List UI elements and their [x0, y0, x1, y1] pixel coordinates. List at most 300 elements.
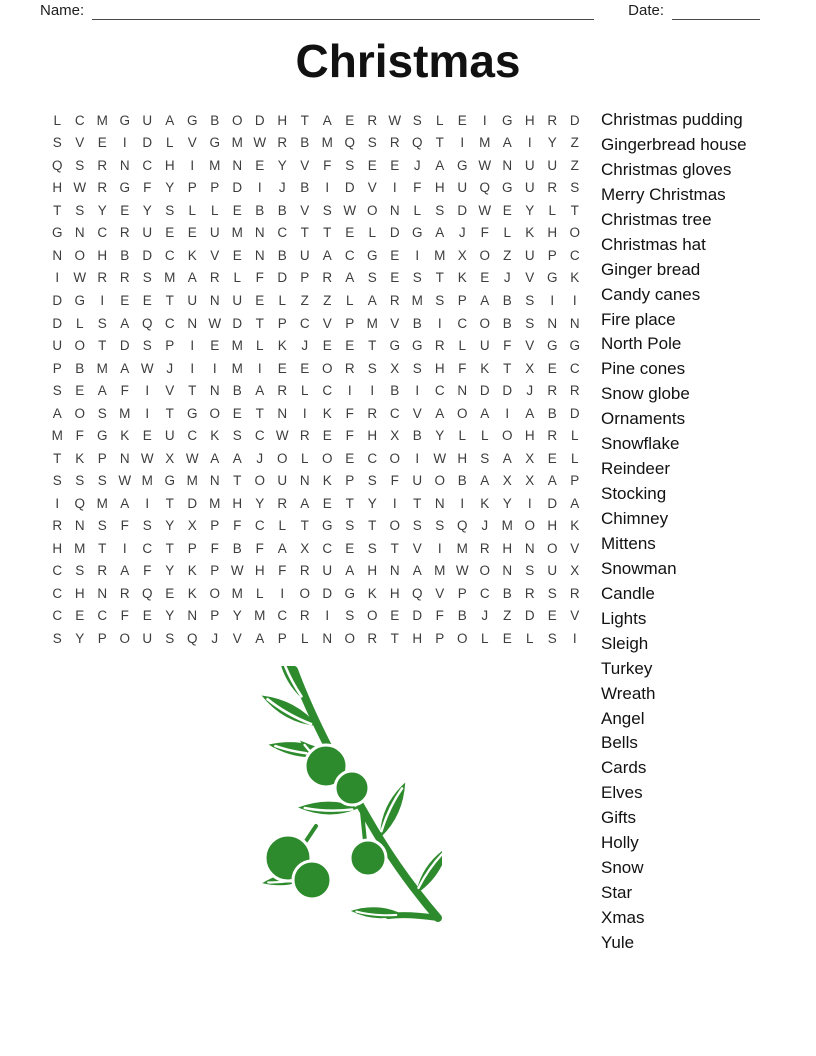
grid-letter[interactable]: D: [52, 315, 63, 331]
grid-letter[interactable]: Z: [323, 293, 332, 309]
grid-letter[interactable]: W: [140, 360, 154, 376]
grid-letter[interactable]: Y: [435, 428, 445, 444]
grid-letter[interactable]: J: [481, 608, 489, 624]
grid-letter[interactable]: O: [434, 473, 445, 489]
grid-letter[interactable]: E: [120, 202, 130, 218]
grid-letter[interactable]: H: [502, 540, 513, 556]
grid-letter[interactable]: C: [277, 608, 288, 624]
grid-letter[interactable]: B: [457, 608, 467, 624]
grid-letter[interactable]: E: [345, 450, 355, 466]
grid-letter[interactable]: R: [119, 270, 130, 286]
grid-letter[interactable]: A: [525, 405, 535, 421]
grid-letter[interactable]: O: [479, 247, 490, 263]
grid-letter[interactable]: R: [524, 585, 535, 601]
grid-letter[interactable]: A: [502, 135, 512, 151]
grid-letter[interactable]: Y: [367, 495, 377, 511]
grid-letter[interactable]: A: [255, 630, 265, 646]
grid-letter[interactable]: N: [389, 202, 400, 218]
grid-letter[interactable]: I: [190, 360, 195, 376]
grid-letter[interactable]: U: [547, 157, 558, 173]
grid-letter[interactable]: H: [277, 112, 288, 128]
grid-letter[interactable]: E: [142, 428, 152, 444]
grid-letter[interactable]: H: [457, 450, 468, 466]
grid-letter[interactable]: X: [570, 563, 580, 579]
grid-letter[interactable]: D: [322, 585, 333, 601]
grid-letter[interactable]: M: [366, 315, 378, 331]
grid-letter[interactable]: X: [300, 540, 310, 556]
grid-letter[interactable]: E: [255, 293, 265, 309]
grid-letter[interactable]: N: [389, 563, 400, 579]
grid-letter[interactable]: N: [74, 225, 85, 241]
grid-letter[interactable]: O: [209, 585, 220, 601]
grid-letter[interactable]: I: [122, 135, 127, 151]
grid-letter[interactable]: B: [412, 315, 422, 331]
grid-letter[interactable]: L: [570, 428, 579, 444]
grid-letter[interactable]: L: [255, 585, 264, 601]
grid-letter[interactable]: F: [143, 563, 152, 579]
grid-letter[interactable]: H: [74, 585, 85, 601]
grid-letter[interactable]: E: [142, 608, 152, 624]
grid-letter[interactable]: H: [52, 540, 63, 556]
grid-letter[interactable]: I: [257, 360, 262, 376]
grid-letter[interactable]: F: [345, 405, 354, 421]
grid-letter[interactable]: A: [300, 495, 310, 511]
grid-letter[interactable]: T: [165, 495, 174, 511]
grid-letter[interactable]: Y: [75, 630, 85, 646]
grid-letter[interactable]: T: [435, 270, 444, 286]
grid-letter[interactable]: A: [120, 495, 130, 511]
grid-letter[interactable]: O: [479, 563, 490, 579]
grid-letter[interactable]: L: [300, 630, 309, 646]
grid-letter[interactable]: I: [460, 495, 465, 511]
grid-letter[interactable]: L: [300, 450, 309, 466]
grid-letter[interactable]: V: [525, 270, 535, 286]
grid-letter[interactable]: O: [389, 450, 400, 466]
grid-letter[interactable]: L: [278, 518, 286, 534]
grid-letter[interactable]: T: [368, 338, 377, 354]
grid-letter[interactable]: K: [277, 338, 287, 354]
grid-letter[interactable]: L: [435, 112, 444, 128]
grid-letter[interactable]: B: [277, 202, 287, 218]
grid-letter[interactable]: E: [322, 495, 332, 511]
grid-letter[interactable]: O: [569, 225, 580, 241]
grid-letter[interactable]: P: [97, 450, 107, 466]
grid-letter[interactable]: V: [232, 630, 242, 646]
grid-letter[interactable]: M: [74, 540, 86, 556]
grid-letter[interactable]: H: [412, 630, 423, 646]
grid-letter[interactable]: I: [550, 293, 555, 309]
grid-letter[interactable]: S: [52, 630, 62, 646]
grid-letter[interactable]: T: [300, 112, 309, 128]
grid-letter[interactable]: A: [210, 450, 220, 466]
grid-letter[interactable]: U: [142, 225, 153, 241]
grid-letter[interactable]: I: [55, 270, 60, 286]
grid-letter[interactable]: T: [53, 450, 62, 466]
grid-letter[interactable]: V: [525, 338, 535, 354]
grid-letter[interactable]: E: [480, 270, 490, 286]
grid-letter[interactable]: K: [457, 270, 467, 286]
grid-letter[interactable]: H: [524, 428, 535, 444]
grid-letter[interactable]: A: [480, 293, 490, 309]
grid-letter[interactable]: L: [368, 225, 376, 241]
grid-letter[interactable]: O: [321, 450, 333, 466]
grid-letter[interactable]: O: [321, 360, 333, 376]
grid-letter[interactable]: S: [97, 405, 107, 421]
grid-letter[interactable]: W: [185, 450, 199, 466]
grid-letter[interactable]: F: [233, 518, 242, 534]
grid-letter[interactable]: V: [300, 157, 310, 173]
grid-letter[interactable]: G: [96, 428, 108, 444]
grid-letter[interactable]: J: [503, 270, 511, 286]
grid-letter[interactable]: N: [524, 540, 535, 556]
grid-letter[interactable]: S: [52, 135, 62, 151]
grid-letter[interactable]: J: [458, 225, 466, 241]
grid-letter[interactable]: C: [164, 315, 175, 331]
grid-letter[interactable]: R: [322, 270, 333, 286]
grid-letter[interactable]: P: [210, 563, 220, 579]
grid-letter[interactable]: M: [479, 135, 491, 151]
grid-letter[interactable]: P: [210, 608, 220, 624]
grid-letter[interactable]: A: [165, 112, 175, 128]
grid-letter[interactable]: J: [481, 518, 489, 534]
grid-letter[interactable]: L: [525, 630, 534, 646]
grid-letter[interactable]: C: [277, 225, 288, 241]
grid-letter[interactable]: O: [74, 405, 85, 421]
grid-letter[interactable]: I: [145, 495, 150, 511]
grid-letter[interactable]: I: [572, 293, 577, 309]
grid-letter[interactable]: U: [547, 563, 558, 579]
grid-letter[interactable]: N: [232, 157, 243, 173]
grid-letter[interactable]: E: [547, 450, 557, 466]
name-blank-line[interactable]: [92, 5, 594, 20]
grid-letter[interactable]: F: [143, 180, 152, 196]
grid-letter[interactable]: V: [322, 315, 332, 331]
grid-letter[interactable]: R: [344, 360, 355, 376]
grid-letter[interactable]: F: [120, 518, 129, 534]
grid-letter[interactable]: G: [411, 338, 423, 354]
grid-letter[interactable]: G: [411, 225, 423, 241]
grid-letter[interactable]: Q: [411, 135, 423, 151]
grid-letter[interactable]: S: [97, 473, 107, 489]
grid-letter[interactable]: C: [97, 225, 108, 241]
grid-letter[interactable]: E: [547, 608, 557, 624]
grid-letter[interactable]: H: [164, 157, 175, 173]
grid-letter[interactable]: E: [277, 360, 287, 376]
grid-letter[interactable]: E: [255, 157, 265, 173]
grid-letter[interactable]: E: [142, 293, 152, 309]
grid-letter[interactable]: H: [389, 585, 400, 601]
grid-letter[interactable]: C: [164, 247, 175, 263]
grid-letter[interactable]: T: [390, 630, 399, 646]
grid-letter[interactable]: W: [253, 135, 267, 151]
grid-letter[interactable]: V: [435, 585, 445, 601]
grid-letter[interactable]: U: [524, 247, 535, 263]
grid-letter[interactable]: B: [232, 540, 242, 556]
grid-letter[interactable]: L: [570, 450, 579, 466]
grid-letter[interactable]: R: [97, 563, 108, 579]
grid-letter[interactable]: E: [232, 247, 242, 263]
grid-letter[interactable]: T: [255, 405, 264, 421]
grid-letter[interactable]: G: [569, 338, 580, 354]
grid-letter[interactable]: S: [525, 293, 535, 309]
grid-letter[interactable]: R: [119, 585, 130, 601]
grid-letter[interactable]: O: [366, 202, 378, 218]
grid-letter[interactable]: L: [458, 338, 466, 354]
grid-letter[interactable]: P: [345, 473, 355, 489]
grid-letter[interactable]: X: [525, 360, 535, 376]
grid-letter[interactable]: N: [457, 383, 468, 399]
grid-letter[interactable]: U: [209, 225, 220, 241]
grid-letter[interactable]: N: [119, 450, 130, 466]
grid-letter[interactable]: S: [345, 608, 355, 624]
grid-letter[interactable]: R: [119, 225, 130, 241]
grid-letter[interactable]: R: [389, 293, 400, 309]
grid-letter[interactable]: P: [345, 315, 355, 331]
grid-letter[interactable]: E: [187, 225, 197, 241]
grid-letter[interactable]: A: [120, 563, 130, 579]
grid-letter[interactable]: G: [501, 180, 513, 196]
grid-letter[interactable]: U: [299, 247, 310, 263]
grid-letter[interactable]: U: [457, 180, 468, 196]
grid-letter[interactable]: T: [413, 495, 422, 511]
grid-letter[interactable]: Q: [141, 585, 153, 601]
grid-letter[interactable]: F: [503, 338, 512, 354]
grid-letter[interactable]: F: [255, 540, 264, 556]
grid-letter[interactable]: B: [457, 473, 467, 489]
grid-letter[interactable]: I: [370, 383, 375, 399]
grid-letter[interactable]: W: [478, 157, 492, 173]
grid-letter[interactable]: M: [411, 293, 423, 309]
grid-letter[interactable]: H: [97, 247, 108, 263]
grid-letter[interactable]: I: [347, 383, 352, 399]
grid-letter[interactable]: O: [479, 315, 490, 331]
grid-letter[interactable]: S: [412, 270, 422, 286]
grid-letter[interactable]: Y: [502, 495, 512, 511]
grid-letter[interactable]: S: [367, 135, 377, 151]
grid-letter[interactable]: K: [187, 563, 197, 579]
grid-letter[interactable]: R: [389, 135, 400, 151]
grid-letter[interactable]: I: [280, 585, 285, 601]
grid-letter[interactable]: J: [211, 630, 219, 646]
grid-letter[interactable]: M: [434, 563, 446, 579]
grid-letter[interactable]: M: [254, 608, 266, 624]
grid-letter[interactable]: G: [366, 247, 378, 263]
grid-letter[interactable]: A: [502, 450, 512, 466]
grid-letter[interactable]: L: [255, 338, 264, 354]
grid-letter[interactable]: N: [502, 157, 513, 173]
grid-letter[interactable]: H: [524, 112, 535, 128]
grid-letter[interactable]: A: [187, 270, 197, 286]
grid-letter[interactable]: C: [254, 428, 265, 444]
grid-letter[interactable]: B: [210, 112, 220, 128]
grid-letter[interactable]: D: [569, 405, 580, 421]
grid-letter[interactable]: D: [277, 270, 288, 286]
grid-letter[interactable]: A: [322, 247, 332, 263]
grid-letter[interactable]: L: [210, 202, 219, 218]
grid-letter[interactable]: U: [52, 338, 63, 354]
grid-letter[interactable]: C: [344, 247, 355, 263]
date-blank-line[interactable]: [672, 5, 760, 20]
grid-letter[interactable]: T: [165, 540, 174, 556]
grid-letter[interactable]: G: [389, 338, 400, 354]
grid-letter[interactable]: E: [232, 405, 242, 421]
grid-letter[interactable]: G: [51, 225, 63, 241]
grid-letter[interactable]: K: [210, 428, 220, 444]
grid-letter[interactable]: K: [187, 585, 197, 601]
grid-letter[interactable]: E: [345, 540, 355, 556]
grid-letter[interactable]: E: [75, 383, 85, 399]
grid-letter[interactable]: A: [570, 495, 580, 511]
grid-letter[interactable]: R: [569, 585, 580, 601]
grid-letter[interactable]: T: [570, 202, 579, 218]
grid-letter[interactable]: L: [300, 383, 309, 399]
grid-letter[interactable]: K: [480, 360, 490, 376]
grid-letter[interactable]: E: [165, 585, 175, 601]
grid-letter[interactable]: L: [278, 293, 286, 309]
grid-letter[interactable]: B: [502, 315, 512, 331]
grid-letter[interactable]: V: [412, 540, 422, 556]
grid-letter[interactable]: A: [480, 473, 490, 489]
grid-letter[interactable]: Q: [141, 315, 153, 331]
grid-letter[interactable]: B: [75, 360, 85, 376]
grid-letter[interactable]: W: [455, 563, 469, 579]
grid-letter[interactable]: X: [165, 450, 175, 466]
grid-letter[interactable]: F: [75, 428, 84, 444]
grid-letter[interactable]: I: [437, 315, 442, 331]
grid-letter[interactable]: S: [97, 518, 107, 534]
grid-letter[interactable]: U: [524, 180, 535, 196]
grid-letter[interactable]: U: [142, 112, 153, 128]
grid-letter[interactable]: W: [140, 450, 154, 466]
grid-letter[interactable]: W: [275, 428, 289, 444]
grid-letter[interactable]: T: [255, 315, 264, 331]
grid-letter[interactable]: J: [301, 338, 309, 354]
grid-letter[interactable]: E: [390, 270, 400, 286]
grid-letter[interactable]: A: [412, 563, 422, 579]
grid-letter[interactable]: H: [434, 180, 445, 196]
grid-letter[interactable]: P: [97, 630, 107, 646]
grid-letter[interactable]: M: [141, 473, 153, 489]
grid-letter[interactable]: G: [164, 473, 175, 489]
grid-letter[interactable]: N: [209, 473, 220, 489]
grid-letter[interactable]: T: [98, 338, 107, 354]
grid-letter[interactable]: M: [51, 428, 63, 444]
grid-letter[interactable]: F: [435, 608, 444, 624]
grid-letter[interactable]: S: [165, 630, 175, 646]
grid-letter[interactable]: F: [480, 225, 489, 241]
grid-letter[interactable]: R: [367, 630, 378, 646]
grid-letter[interactable]: B: [412, 428, 422, 444]
grid-letter[interactable]: B: [390, 383, 400, 399]
grid-letter[interactable]: X: [390, 428, 400, 444]
grid-letter[interactable]: D: [547, 495, 558, 511]
grid-letter[interactable]: W: [433, 450, 447, 466]
grid-letter[interactable]: D: [232, 180, 243, 196]
grid-letter[interactable]: H: [254, 563, 265, 579]
grid-letter[interactable]: B: [232, 383, 242, 399]
grid-letter[interactable]: C: [52, 608, 63, 624]
grid-letter[interactable]: L: [548, 202, 556, 218]
grid-letter[interactable]: E: [367, 157, 377, 173]
grid-letter[interactable]: U: [524, 157, 535, 173]
grid-letter[interactable]: H: [52, 180, 63, 196]
grid-letter[interactable]: M: [209, 495, 221, 511]
grid-letter[interactable]: M: [231, 135, 243, 151]
grid-letter[interactable]: G: [501, 112, 513, 128]
grid-letter[interactable]: S: [480, 450, 490, 466]
grid-letter[interactable]: H: [232, 495, 243, 511]
grid-letter[interactable]: C: [322, 540, 333, 556]
grid-letter[interactable]: P: [547, 247, 557, 263]
grid-letter[interactable]: T: [300, 518, 309, 534]
grid-letter[interactable]: G: [74, 293, 85, 309]
grid-letter[interactable]: X: [457, 247, 467, 263]
grid-letter[interactable]: I: [415, 383, 420, 399]
grid-letter[interactable]: S: [367, 473, 377, 489]
grid-letter[interactable]: F: [413, 180, 422, 196]
grid-letter[interactable]: D: [344, 180, 355, 196]
grid-letter[interactable]: E: [300, 360, 310, 376]
grid-letter[interactable]: A: [277, 540, 287, 556]
grid-letter[interactable]: K: [367, 585, 377, 601]
grid-letter[interactable]: T: [188, 383, 197, 399]
grid-letter[interactable]: I: [212, 360, 217, 376]
grid-letter[interactable]: Q: [456, 518, 468, 534]
grid-letter[interactable]: N: [97, 585, 108, 601]
grid-letter[interactable]: W: [118, 473, 132, 489]
grid-letter[interactable]: J: [413, 157, 421, 173]
grid-letter[interactable]: I: [527, 135, 532, 151]
grid-letter[interactable]: C: [569, 360, 580, 376]
grid-letter[interactable]: O: [366, 608, 378, 624]
grid-letter[interactable]: H: [547, 518, 558, 534]
grid-letter[interactable]: F: [390, 473, 399, 489]
grid-letter[interactable]: D: [569, 112, 580, 128]
grid-letter[interactable]: B: [502, 585, 512, 601]
grid-letter[interactable]: D: [232, 315, 243, 331]
grid-letter[interactable]: E: [390, 157, 400, 173]
grid-letter[interactable]: P: [187, 540, 197, 556]
grid-letter[interactable]: G: [344, 585, 355, 601]
grid-letter[interactable]: S: [142, 338, 152, 354]
grid-letter[interactable]: U: [142, 630, 153, 646]
grid-letter[interactable]: R: [97, 180, 108, 196]
grid-letter[interactable]: S: [547, 630, 557, 646]
grid-letter[interactable]: S: [435, 202, 445, 218]
grid-letter[interactable]: R: [97, 270, 108, 286]
grid-letter[interactable]: F: [345, 428, 354, 444]
grid-letter[interactable]: M: [434, 247, 446, 263]
grid-letter[interactable]: C: [479, 585, 490, 601]
grid-letter[interactable]: K: [187, 247, 197, 263]
grid-letter[interactable]: X: [187, 518, 197, 534]
grid-letter[interactable]: I: [145, 383, 150, 399]
grid-letter[interactable]: O: [344, 630, 355, 646]
wordsearch-grid[interactable]: [46, 109, 586, 650]
grid-letter[interactable]: N: [322, 630, 333, 646]
grid-letter[interactable]: E: [502, 202, 512, 218]
grid-letter[interactable]: M: [456, 540, 468, 556]
grid-letter[interactable]: U: [479, 338, 490, 354]
grid-letter[interactable]: B: [255, 202, 265, 218]
grid-letter[interactable]: I: [257, 180, 262, 196]
grid-letter[interactable]: Q: [411, 585, 423, 601]
grid-letter[interactable]: L: [188, 202, 196, 218]
grid-letter[interactable]: O: [524, 518, 535, 534]
grid-letter[interactable]: U: [277, 473, 288, 489]
grid-letter[interactable]: D: [412, 608, 423, 624]
grid-letter[interactable]: Y: [165, 180, 175, 196]
